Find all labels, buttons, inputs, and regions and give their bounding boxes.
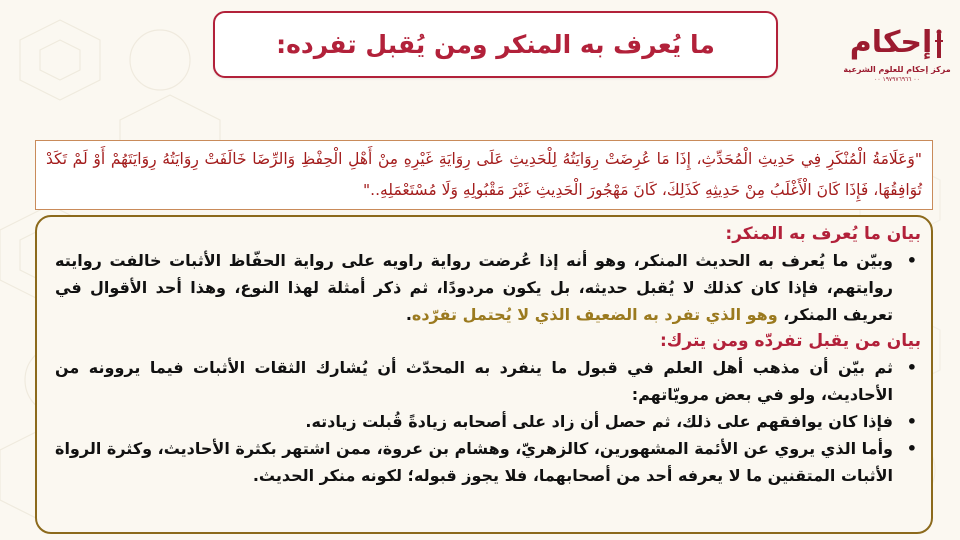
logo-subtitle: مركز إحكام للعلوم الشرعية	[843, 65, 951, 74]
point-tail: .	[405, 305, 412, 324]
section-heading-munkar: بيان ما يُعرف به المنكر:	[725, 224, 921, 244]
highlighted-phrase: وهو الذي تفرد به الضعيف الذي لا يُحتمل تفرّده	[411, 305, 778, 324]
list-item	[55, 247, 921, 328]
quote-text: "وَعَلَامَةُ الْمُنْكَرِ فِي حَدِيثِ الْمُحَدِّثِ، إِذَا مَا عُرِضَتْ رِوَايَتُهُ لِلْحَدِيثِ عَلَى رِوَايَةِ غَيْرِهِ مِنْ أَهْلِ الْحِفْظِ وَالرِّضَا خَالَفَتْ رِوَايَتُهُ رِوَايَتَهُمْ أَوْ لَمْ تَكَدْ تُوَافِقُهَا، فَإِذَا كَانَ الْأَغْلَبُ مِنْ حَدِيثِهِ كَذَلِكَ، كَانَ مَهْجُورَ الْحَدِيثِ غَيْرَ مَقْبُولِهِ وَلَا مُسْتَعْمَلِهِ.."	[46, 150, 922, 199]
logo-name: إحكام	[849, 25, 933, 60]
logo-mark	[842, 22, 952, 64]
point-text: وبيّن ما يُعرف به الحديث المنكر، وهو أنه إذا عُرضت رواية راويه على رواية الحفّاظ الأثبات خالفت روايته روايتهم، فإذا كان كذلك لا يُقبل حديثه، بل يكون مردودًا، ثم ذكر أمثلة لهذا النوع، وهذا أحد الأقوال في تعريف المنكر،	[55, 251, 893, 324]
slide-title: ما يُعرف به المنكر ومن يُقبل تفرده:	[276, 30, 715, 59]
list-item: • فإذا كان يوافقهم على ذلك، ثم حصل أن زاد على أصحابه زيادةً قُبلت زيادته.	[55, 408, 921, 435]
quote-box	[35, 140, 933, 210]
section-heading-tafarrud: بيان من يقبل تفردّه ومن يترك:	[660, 331, 921, 351]
brand-logo	[842, 22, 952, 100]
list-item: • ثم بيّن أن مذهب أهل العلم في قبول ما ينفرد به المحدّث أن يُشارك الثقات الأثبات فيما يروونه من الأحاديث، ولو في بعض مرويّاتهم:	[55, 354, 921, 408]
logo-phone: ٠٠ ١٩٧٩٧٦٩٦٦ ٠٠	[874, 76, 920, 83]
section-points-munkar	[55, 247, 921, 328]
title-box	[213, 11, 778, 78]
list-item: • وأما الذي يروي عن الأئمة المشهورين، كالزهريّ، وهشام بن عروة، ممن اشتهر بكثرة الأحاديث، وكثرة الرواة الأثبات المتقنين ما لا يعرفه أحد من أصحابهما، فلا يجوز قبوله؛ لكونه منكر الحديث.	[55, 435, 921, 489]
minaret-icon	[934, 28, 944, 58]
content-box	[35, 215, 933, 534]
section-points-tafarrud	[55, 354, 921, 489]
